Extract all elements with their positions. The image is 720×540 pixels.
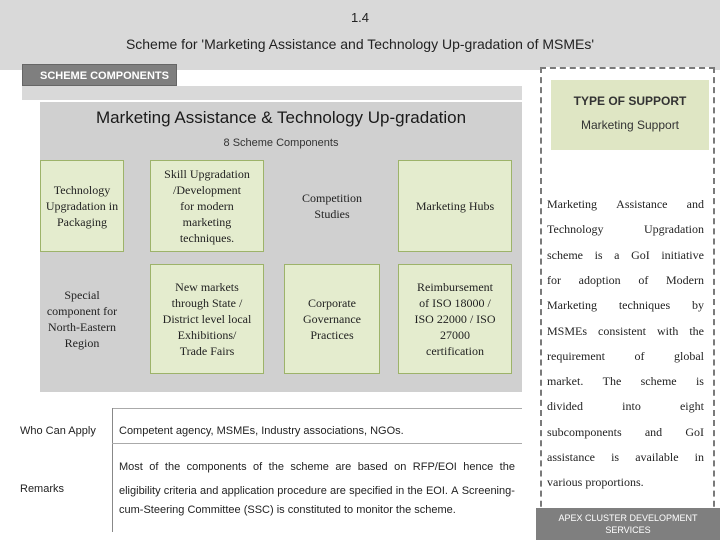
who-can-apply-label: Who Can Apply — [20, 425, 96, 437]
description-word: Marketing — [547, 298, 597, 313]
component-label-line: Corporate — [308, 296, 356, 310]
component-label-line: Competition — [302, 191, 362, 205]
remarks-word: are — [335, 461, 352, 473]
description-word: techniques — [618, 298, 671, 313]
component-label — [303, 295, 361, 343]
description-word: for — [547, 272, 561, 287]
remarks-word: criteria — [163, 485, 197, 497]
remarks-word: EOI. — [425, 485, 448, 497]
component-label — [163, 279, 252, 359]
component-label-line: certification — [426, 344, 484, 358]
description-word: requirement — [547, 348, 605, 363]
remarks-label: Remarks — [20, 483, 65, 495]
description-word: market. — [547, 374, 584, 389]
footer-branding — [536, 508, 720, 540]
component-new-markets — [150, 264, 264, 374]
description-word: Upgradation — [644, 222, 704, 237]
description-line — [547, 369, 704, 394]
description-word: GoI — [685, 424, 704, 439]
footer-line-1: APEX CLUSTER DEVELOPMENT — [558, 513, 698, 523]
remarks-line — [119, 457, 515, 477]
remarks-word: RFP/EOI — [412, 461, 457, 473]
remarks-word: procedure — [277, 485, 327, 497]
component-label-line: 27000 — [439, 328, 470, 342]
description-word: The — [602, 374, 622, 389]
grey-strip — [22, 86, 522, 100]
description-word: is — [695, 374, 704, 389]
description-word: available — [635, 450, 679, 464]
component-north-eastern — [40, 264, 124, 374]
description-word: scheme — [640, 374, 677, 389]
description-line — [547, 420, 704, 445]
description-word: by — [691, 298, 704, 313]
remarks-word: specified — [349, 485, 393, 497]
remarks-word: Most — [119, 461, 143, 473]
description-word: divided — [547, 399, 583, 414]
description-line — [547, 319, 704, 344]
description-word: MSMEs — [547, 323, 588, 338]
description-line — [547, 243, 704, 268]
description-word: various proportions. — [547, 475, 644, 490]
remarks-line — [119, 500, 515, 520]
remarks-word: the — [499, 461, 515, 473]
component-marketing-hubs — [398, 160, 512, 252]
component-label-line: Exhibitions/ — [177, 328, 237, 342]
remarks-word: A — [451, 485, 459, 497]
remarks-word: the — [164, 461, 181, 473]
type-of-support-value: Marketing Support — [580, 118, 680, 132]
component-corporate-governance — [284, 264, 380, 374]
component-label-line: through State / — [171, 296, 243, 310]
description-word: scheme — [547, 247, 583, 262]
description-word: a — [614, 247, 620, 262]
remarks-word: the — [407, 485, 423, 497]
table-vertical-divider — [112, 408, 113, 532]
component-skill-upgradation — [150, 160, 264, 252]
remarks-word: Screening- — [461, 485, 515, 497]
remarks-word: eligibility — [119, 485, 161, 497]
component-label-line: Trade Fairs — [179, 344, 235, 358]
remarks-word: on — [394, 461, 407, 473]
description-line — [547, 217, 704, 242]
description-word: Marketing — [547, 197, 597, 211]
component-label-line: /Development — [173, 183, 241, 197]
remarks-word: of — [149, 461, 159, 473]
description-line — [547, 268, 704, 293]
description-line — [547, 470, 704, 495]
component-technology-packaging — [40, 160, 124, 252]
remarks-word: the — [268, 461, 284, 473]
component-label-line: District level local — [162, 312, 252, 326]
description-word: is — [594, 247, 603, 262]
component-label-line: Reimbursement — [417, 280, 493, 294]
description-word: assistance — [547, 450, 595, 464]
description-line — [547, 192, 704, 217]
description-line — [547, 344, 704, 369]
slide-number: 1.4 — [350, 10, 370, 25]
description-word: and — [644, 424, 663, 439]
table-top-divider — [112, 408, 522, 409]
component-label-line: Region — [64, 336, 100, 350]
remarks-word: in — [395, 485, 405, 497]
description-word: is — [611, 450, 620, 464]
remarks-word: application — [221, 485, 275, 497]
component-label-line: Studies — [314, 207, 350, 221]
component-label — [416, 198, 494, 214]
table-row-divider — [112, 443, 522, 444]
component-label-line: marketing — [182, 215, 232, 229]
panel-title: Marketing Assistance & Technology Up-gradation — [95, 108, 467, 127]
component-label-line: techniques. — [179, 231, 235, 245]
description-line — [547, 445, 704, 470]
component-iso-reimbursement — [398, 264, 512, 374]
description-word: of — [638, 272, 649, 287]
description-word: Modern — [665, 272, 704, 287]
remarks-word: are — [330, 485, 346, 497]
description-word: initiative — [661, 247, 704, 262]
component-label — [47, 287, 117, 351]
description-word: with — [656, 323, 679, 338]
remarks-word: based — [357, 461, 388, 473]
component-label-line: Packaging — [56, 215, 107, 229]
component-label-line: Technology — [53, 183, 111, 197]
component-label-line: North-Eastern — [48, 320, 116, 334]
description-word: Assistance — [616, 197, 668, 211]
description-word: and — [686, 197, 704, 211]
component-label-line: ISO 22000 / ISO — [414, 312, 496, 326]
remarks-word: of — [253, 461, 263, 473]
description-word: GoI — [631, 247, 650, 262]
type-of-support-box — [551, 80, 709, 150]
component-label — [164, 166, 250, 246]
component-label-line: Special — [64, 288, 100, 302]
description-word: eight — [679, 399, 704, 414]
remarks-line — [119, 481, 515, 501]
description-word: in — [694, 450, 704, 464]
description-word: adoption — [578, 272, 621, 287]
description-word: of — [634, 348, 645, 363]
component-label-line: Skill Upgradation — [164, 167, 250, 181]
description-word: subcomponents — [547, 424, 622, 439]
component-label-line: New markets — [175, 280, 239, 294]
component-label-line: for modern — [180, 199, 234, 213]
description-line — [547, 394, 704, 419]
description-word: into — [622, 399, 641, 414]
description-word: global — [673, 348, 704, 363]
description-line — [547, 293, 704, 318]
description-word: consistent — [598, 323, 646, 338]
component-label-line: Upgradation in — [45, 199, 119, 213]
component-label — [46, 182, 118, 230]
component-label-line: component for — [46, 304, 118, 318]
description-word: Technology — [547, 222, 604, 237]
scheme-components-button[interactable]: SCHEME COMPONENTS — [22, 64, 177, 86]
component-competition-studies — [284, 160, 380, 252]
component-label-line: Governance — [303, 312, 361, 326]
component-label — [302, 190, 362, 222]
description-word: the — [689, 323, 704, 338]
component-label-line: of ISO 18000 / — [419, 296, 491, 310]
remarks-word: components — [186, 461, 247, 473]
remarks-word: and — [199, 485, 219, 497]
who-can-apply-value: Competent agency, MSMEs, Industry associations, NGOs. — [119, 425, 404, 437]
panel-subtitle: 8 Scheme Components — [223, 137, 339, 149]
component-label — [414, 279, 495, 359]
remarks-word: cum-Steering Committee (SSC) is constituted to monitor the scheme. — [119, 504, 456, 516]
component-label-line: Practices — [310, 328, 354, 342]
type-of-support-title: TYPE OF SUPPORT — [573, 94, 687, 108]
slide-title: Scheme for 'Marketing Assistance and Technology Up-gradation of MSMEs' — [125, 36, 595, 52]
remarks-word: scheme — [290, 461, 329, 473]
remarks-word: hence — [463, 461, 494, 473]
footer-line-2: SERVICES — [605, 525, 651, 535]
component-label-line: Marketing Hubs — [415, 199, 495, 213]
